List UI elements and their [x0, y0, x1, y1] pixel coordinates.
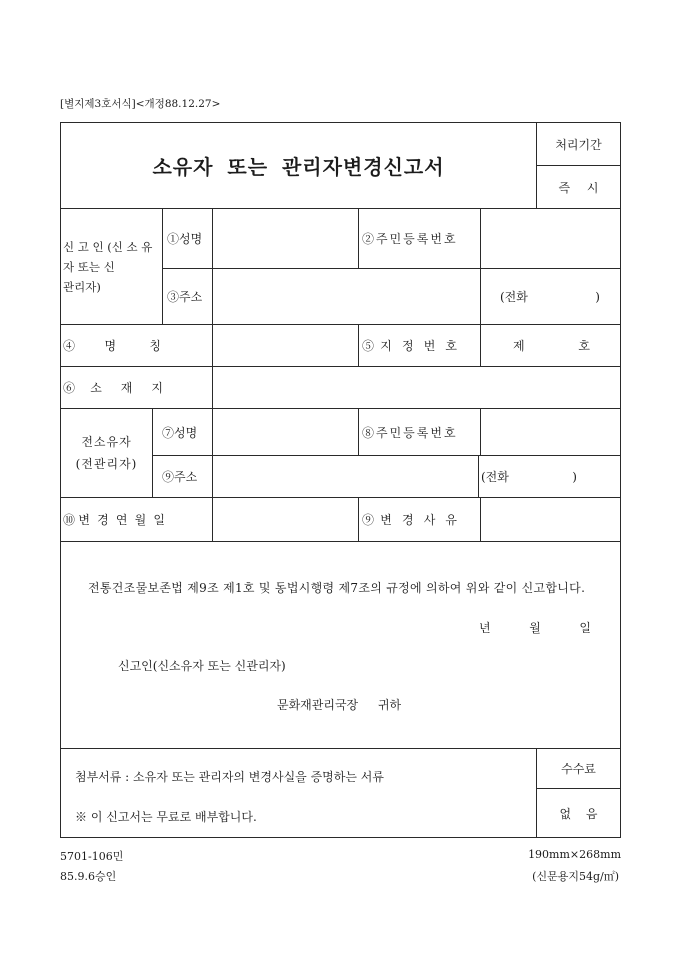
declaration-date-line: 년 월 일	[479, 621, 591, 635]
previous-owner-name-field	[213, 409, 359, 456]
reporter-phone-label: (전화 )	[500, 290, 600, 304]
previous-owner-label-line: (전관리자)	[75, 457, 138, 471]
previous-owner-rrn-label-cell	[359, 409, 481, 456]
previous-owner-rrn-field	[481, 409, 620, 456]
reporter-address-field	[213, 269, 481, 325]
reporter-rrn-field	[481, 209, 620, 269]
reporter-name-label: ①성명	[167, 232, 203, 246]
designation-value: 제 호	[513, 339, 590, 353]
reporter-rrn-label: ②주민등록번호	[362, 232, 458, 246]
processing-period-label: 처리기간	[555, 137, 602, 152]
reporter-address-label: ③주소	[167, 290, 203, 304]
property-name-label-cell	[61, 325, 213, 367]
footer-size: 190mm×268mm	[528, 848, 621, 861]
change-reason-field	[481, 498, 620, 542]
footer-paper: (신문용지54g/㎡)	[532, 870, 619, 883]
fee-value-cell	[537, 789, 620, 837]
attachments-section	[61, 749, 537, 837]
location-label-cell	[61, 367, 213, 409]
reporter-label-line: 관리자)	[63, 279, 101, 294]
reporter-label-cell	[61, 209, 163, 325]
declaration-reporter-line: 신고인(신소유자 또는 신관리자)	[118, 659, 286, 673]
reporter-rrn-label-cell	[359, 209, 481, 269]
footer-form-number: 5701-106민	[60, 850, 124, 863]
title-cell	[61, 123, 537, 209]
footer-approval: 85.9.6승인	[60, 870, 117, 883]
processing-period-value: 즉 시	[558, 180, 599, 195]
reporter-name-field	[213, 209, 359, 269]
previous-owner-label-cell	[61, 409, 153, 498]
declaration-section	[61, 542, 620, 749]
designation-label-cell	[359, 325, 481, 367]
reporter-phone-cell	[481, 269, 620, 325]
form-title: 소유자 또는 관리자변경신고서	[152, 155, 445, 179]
previous-owner-phone-cell	[479, 456, 620, 498]
reporter-label-line: 자 또는 신	[63, 259, 115, 274]
change-date-label-cell	[61, 498, 213, 542]
change-reason-label: ⑨변 경 사 유	[362, 513, 457, 527]
declaration-statement: 전통건조물보존법 제9조 제1호 및 동법시행령 제7조의 규정에 의하여 위와 같이 신고합니다.	[88, 581, 586, 595]
reporter-name-label-cell	[163, 209, 213, 269]
previous-owner-phone-label: (전화 )	[481, 470, 577, 484]
change-date-field	[213, 498, 359, 542]
location-label: ⑥소 재 지	[63, 381, 163, 395]
designation-label: ⑤지 정 번 호	[362, 339, 457, 353]
fee-value: 없 음	[559, 806, 598, 821]
reporter-label-line: 신 고 인 (신 소 유	[63, 239, 153, 254]
previous-owner-address-label: ⑨주소	[162, 470, 198, 484]
previous-owner-name-label: ⑦성명	[162, 425, 198, 440]
previous-owner-address-label-cell	[153, 456, 213, 498]
location-field	[213, 367, 620, 409]
previous-owner-label-line: 전소유자	[81, 435, 132, 449]
processing-period-label-cell	[537, 123, 620, 166]
fee-label: 수수료	[561, 762, 596, 776]
declaration-addressee: 문화재관리국장 귀하	[277, 698, 402, 712]
designation-value-cell	[481, 325, 620, 367]
fee-label-cell	[537, 749, 620, 789]
previous-owner-address-field	[213, 456, 479, 498]
change-reason-label-cell	[359, 498, 481, 542]
property-name-label: ④명 칭	[63, 339, 161, 353]
previous-owner-name-label-cell	[153, 409, 213, 456]
attachments-note: ※ 이 신고서는 무료로 배부합니다.	[75, 810, 257, 824]
reporter-address-label-cell	[163, 269, 213, 325]
attachments-documents: 첨부서류 : 소유자 또는 관리자의 변경사실을 증명하는 서류	[75, 770, 384, 784]
form-reference: [별지제3호서식]<개정88.12.27>	[60, 98, 221, 110]
change-report-form	[60, 122, 621, 838]
processing-period-value-cell	[537, 166, 620, 209]
previous-owner-rrn-label: ⑧주민등록번호	[362, 425, 458, 440]
change-date-label: ⑩변 경 연 월 일	[63, 513, 165, 527]
property-name-field	[213, 325, 359, 367]
